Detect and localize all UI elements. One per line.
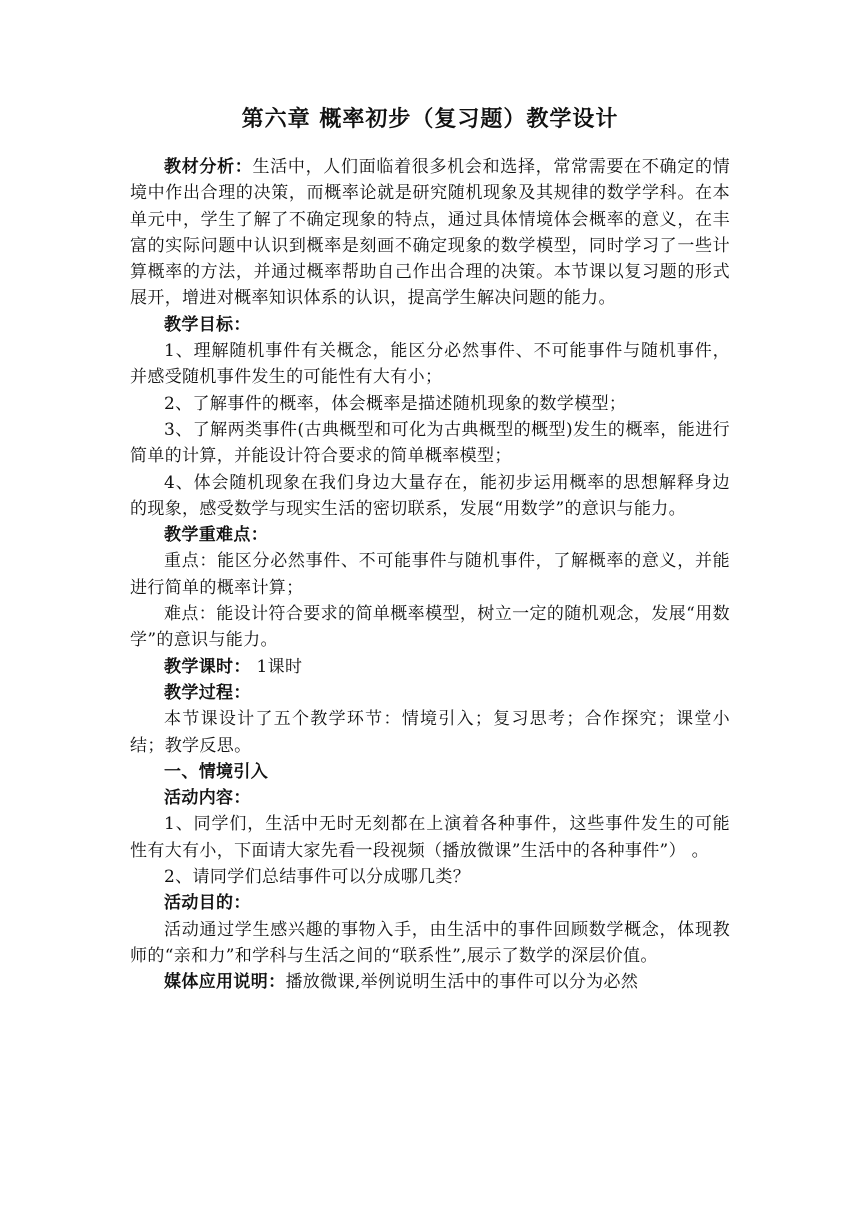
process-heading: 教学过程： [164, 682, 251, 703]
analysis-paragraph [130, 154, 730, 312]
media-label: 媒体应用说明： [164, 972, 286, 993]
document-body [130, 154, 730, 996]
content-item-2: 2、请同学们总结事件可以分成哪几类？ [164, 867, 471, 888]
hours-paragraph [130, 654, 730, 680]
goal-item-4: 4、体会随机现象在我们身边大量存在，能初步运用概率的思想解释身边的现象，感受数学与现实生活的密切联系，发展“用数学”的意识与能力。 [130, 472, 730, 519]
document-title: 第六章 概率初步（复习题）教学设计 [241, 107, 619, 132]
goal-item-3: 3、了解两类事件(古典概型和可化为古典概型的概型)发生的概率，能进行简单的计算，并能设计符合要求的简单概率模型； [130, 419, 730, 467]
analysis-label: 教材分析： [164, 157, 253, 177]
hours-value: 1课时 [250, 656, 303, 677]
key-point-difficulty: 难点：能设计符合要求的简单概率模型，树立一定的随机观念，发展“用数学”的意识与能力。 [130, 604, 730, 651]
media-text: 播放微课,举例说明生活中的事件可以分为必然 [285, 972, 639, 993]
key-point-focus: 重点：能区分必然事件、不可能事件与随机事件，了解概率的意义，并能进行简单的概率计算； [130, 551, 730, 598]
goals-heading: 教学目标： [164, 314, 251, 335]
analysis-text: 生活中，人们面临着很多机会和选择，常常需要在不确定的情境中作出合理的决策，而概率论就是研究随机现象及其规律的数学学科。在本单元中，学生了解了不确定现象的特点，通过具体情境体会概率的意义，在丰富的实际问题中认识到概率是刻画不确定现象的数学模型，同时学习了一些计算概率的方法，并通过概率帮助自己作出合理的决策。本节课以复习题的形式展开，增进对概率知识体系的认识，提高学生解决问题的能力。 [130, 157, 731, 309]
goal-item-2: 2、了解事件的概率，体会概率是描述随机现象的数学模型； [164, 393, 627, 414]
content-item-1: 1、同学们，生活中无时无刻都在上演着各种事件，这些事件发生的可能性有大有小，下面请大家先看一段视频（播放微课”生活中的各种事件”） 。 [130, 814, 730, 861]
goal-item-1: 1、理解随机事件有关概念，能区分必然事件、不可能事件与随机事件，并感受随机事件发生的可能性有大有小； [130, 341, 730, 388]
process-text: 本节课设计了五个教学环节：情境引入；复习思考；合作探究；课堂小结；教学反思。 [130, 709, 730, 756]
purpose-heading: 活动目的： [164, 893, 251, 914]
section1-heading: 一、情境引入 [164, 761, 269, 782]
media-paragraph [130, 969, 730, 995]
content-heading: 活动内容： [164, 788, 251, 809]
purpose-text: 活动通过学生感兴趣的事物入手，由生活中的事件回顾数学概念，体现教师的“亲和力”和学科与生活之间的“联系性”,展示了数学的深层价值。 [130, 919, 730, 966]
key-points-heading: 教学重难点： [164, 525, 269, 546]
hours-heading: 教学课时： [164, 656, 251, 677]
